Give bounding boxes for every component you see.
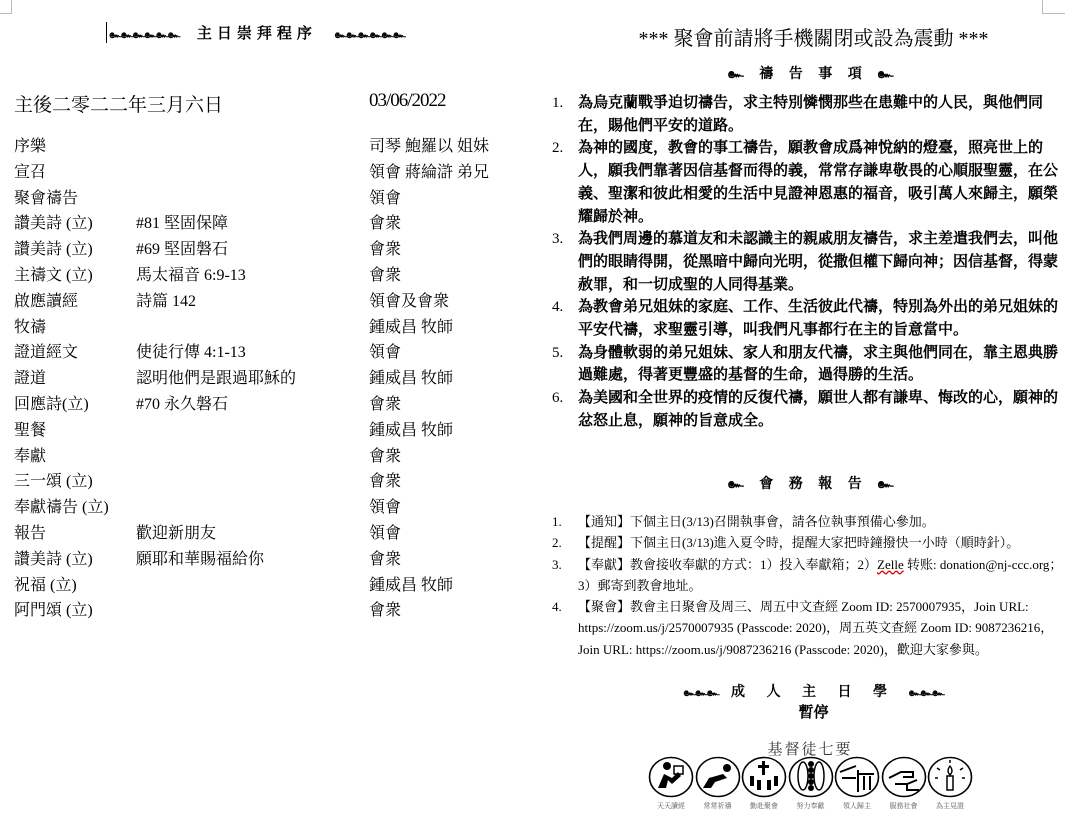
program-detail: 馬太福音 6:9-13 xyxy=(136,267,246,284)
seven-essential-item xyxy=(881,756,927,811)
program-leader: 會衆 xyxy=(369,473,402,491)
program-item: 報告 xyxy=(14,525,47,542)
prayer-text: 為神的國度，教會的事工禱告，願教會成爲神悅納的燈臺，照亮世上的人，願我們靠著因信基督而得的義，常常存謙卑敬畏的心順服聖靈，在公義、聖潔和彼此相愛的生活中見證神恩惠的福音，吸引萬人來歸主，願榮耀歸於神。 xyxy=(578,140,1059,225)
program-item: 祝福 (立) xyxy=(14,576,77,594)
prayer-item xyxy=(552,342,1067,387)
ornament: ๛ xyxy=(727,477,750,492)
seven-essential-label: 服務社會 xyxy=(889,802,918,810)
program-leader: 領會 蔣綸滸 弟兄 xyxy=(369,163,490,181)
sunday-school-heading xyxy=(540,681,1087,701)
announcement-number: 2. xyxy=(552,535,562,551)
program-leader: 會衆 xyxy=(369,447,402,465)
prayer-number: 2. xyxy=(552,140,564,157)
program-item: 奉獻禱告 (立) xyxy=(14,499,109,517)
candle-witness-icon xyxy=(927,756,973,798)
program-leader: 鍾威昌 牧師 xyxy=(369,318,454,336)
prayer-heading xyxy=(540,63,1087,85)
seven-essentials-title: 基督徒七要 xyxy=(767,740,853,758)
page-corner-mark xyxy=(0,0,12,14)
announcement-text: 转账: donation@nj-ccc.org；3）郵寄到教會地址。 xyxy=(578,556,1063,593)
program-item: 奉獻 xyxy=(14,447,47,465)
seven-essentials-icons xyxy=(648,756,972,816)
program-row xyxy=(14,133,534,159)
announcement-number: 3. xyxy=(552,556,562,572)
ornament: ๛๛๛๛๛๛ xyxy=(109,29,180,41)
prayer-list xyxy=(552,92,1067,433)
kneeling-prayer-icon xyxy=(695,756,741,798)
sunday-school-title: 成 人 主 日 學 xyxy=(731,685,896,700)
program-detail: 歡迎新朋友 xyxy=(136,525,217,542)
program-item: 牧禱 xyxy=(14,318,47,336)
program-row xyxy=(14,288,534,314)
program-leader: 會衆 xyxy=(369,396,402,413)
ornament: ๛ xyxy=(877,67,900,82)
program-item: 啟應讀經 xyxy=(14,292,79,310)
program-row xyxy=(14,185,534,211)
prayer-item xyxy=(552,387,1067,432)
announcement-text: 【提醒】下個主日(3/13)進入夏令時，提醒大家把時鐘撥快一小時（順時針）。 xyxy=(578,535,1020,551)
ornament: ๛ xyxy=(727,67,750,82)
prayer-item xyxy=(552,296,1067,341)
program-leader: 鍾威昌 牧師 xyxy=(369,421,454,439)
program-leader: 領會 xyxy=(369,525,402,542)
program-item: 讚美詩 (立) xyxy=(14,215,93,233)
prayer-number: 3. xyxy=(552,231,564,248)
program-item: 主禱文 (立) xyxy=(14,267,93,284)
program-row xyxy=(14,494,534,520)
announcement-item xyxy=(552,596,1067,660)
lead-to-lord-icon xyxy=(834,756,880,798)
program-row xyxy=(14,520,534,546)
program-item: 聖餐 xyxy=(14,421,47,439)
program-leader: 領會 xyxy=(369,499,402,517)
prayer-number: 4. xyxy=(552,299,564,316)
program-item: 證道經文 xyxy=(14,344,79,362)
ornament: ๛๛๛ xyxy=(683,687,719,699)
prayer-text: 為教會弟兄姐妹的家庭、工作、生活彼此代禱，特別為外出的弟兄姐妹的平安代禱，求聖靈引導，叫我們凡事都行在主的旨意當中。 xyxy=(578,299,1059,339)
program-item: 阿門頌 (立) xyxy=(14,602,93,620)
reading-bible-icon xyxy=(648,756,694,798)
program-item: 讚美詩 (立) xyxy=(14,550,93,568)
seven-essential-item xyxy=(695,756,741,811)
program-detail: #81 堅固保障 xyxy=(136,215,229,233)
program-item: 聚會禱告 xyxy=(14,189,79,207)
announcement-title: 會 務 報 告 xyxy=(759,477,868,492)
program-row xyxy=(14,468,534,494)
worship-order-heading xyxy=(106,22,405,43)
seven-essential-label: 為主見證 xyxy=(936,802,964,810)
serving-hands-icon xyxy=(881,756,927,798)
program-row xyxy=(14,417,534,443)
program-leader: 領會及會衆 xyxy=(369,292,450,310)
program-item: 回應詩(立) xyxy=(14,396,89,413)
prayer-text: 為烏克蘭戰爭迫切禱告，求主特別憐憫那些在患難中的人民，與他們同在，賜他們平安的道路。 xyxy=(578,95,1044,134)
seven-essential-item xyxy=(648,756,694,811)
program-leader: 鍾威昌 牧師 xyxy=(369,370,454,388)
announcement-heading xyxy=(540,473,1087,495)
program-leader: 會衆 xyxy=(369,550,402,568)
program-leader: 司琴 鮑羅以 姐妹 xyxy=(369,138,490,155)
program-item: 三一頌 (立) xyxy=(14,473,93,491)
seven-essential-item xyxy=(788,756,834,811)
ornament: ๛ xyxy=(877,477,900,492)
ornament: ๛๛๛๛๛๛ xyxy=(334,29,405,41)
program-row xyxy=(14,597,534,623)
program-row xyxy=(14,443,534,469)
seven-essential-item xyxy=(741,756,787,811)
announcement-text: 【聚會】教會主日聚會及周三、周五中文查經 Zoom ID: 2570007935，Join URL: https://zoom.us/j/2570007935 (Passcode: 2020)，周五英文查經 Zoom ID: 9087236216，Join URL: https://zoom.us/j/9087236216 (Passcode: 2020)，歡迎大家參與。 xyxy=(578,599,1054,657)
phone-notice: *** 聚會前請將手機關閉或設為震動 *** xyxy=(638,28,989,50)
program-row xyxy=(14,339,534,365)
seven-essential-label: 勤赴聚會 xyxy=(750,802,778,810)
announcement-item xyxy=(552,511,1067,532)
announcement-text: 【奉獻】教會接收奉獻的方式：1）投入奉獻箱；2） xyxy=(578,556,878,572)
program-leader: 領會 xyxy=(369,189,402,207)
announcement-item xyxy=(552,554,1067,597)
prayer-number: 5. xyxy=(552,344,564,361)
prayer-number: 1. xyxy=(552,95,564,111)
congregation-cross-icon xyxy=(741,756,787,798)
seven-essential-label: 努力奉獻 xyxy=(796,802,825,810)
seven-essential-item xyxy=(927,756,973,811)
sunday-school-status: 暫停 xyxy=(798,705,829,721)
fish-offering-icon xyxy=(788,756,834,798)
program-row xyxy=(14,159,534,185)
page-corner-mark xyxy=(1042,0,1065,14)
prayer-title: 禱 告 事 項 xyxy=(759,67,868,82)
worship-order-title: 主日崇拜程序 xyxy=(196,26,317,42)
prayer-text: 為美國和全世界的疫情的反復代禱，願世人都有謙卑、悔改的心，願神的忿怒止息，願神的旨意成全。 xyxy=(578,390,1059,429)
program-item: 證道 xyxy=(14,370,47,388)
program-item: 序樂 xyxy=(14,138,47,155)
program-row xyxy=(14,262,534,288)
program-detail: #69 堅固磐石 xyxy=(136,241,229,259)
program-row xyxy=(14,236,534,262)
program-leader: 會衆 xyxy=(369,215,402,233)
program-leader: 會衆 xyxy=(369,241,402,259)
prayer-text: 為身體軟弱的弟兄姐妹、家人和朋友代禱，求主與他們同在，靠主恩典勝過難處，得著更豐盛的基督的生命，過得勝的生活。 xyxy=(578,344,1059,384)
announcement-item xyxy=(552,532,1067,553)
program-leader: 會衆 xyxy=(369,602,402,620)
program-detail: 願耶和華賜福給你 xyxy=(136,550,265,568)
program-detail: 使徒行傳 4:1-13 xyxy=(136,344,246,362)
program-row xyxy=(14,314,534,340)
program-leader: 領會 xyxy=(369,344,402,362)
program-row xyxy=(14,391,534,417)
program-row xyxy=(14,365,534,391)
prayer-item xyxy=(552,228,1067,296)
seven-essential-label: 領人歸主 xyxy=(843,802,871,810)
program-row xyxy=(14,572,534,598)
program-row xyxy=(14,210,534,236)
announcement-number: 1. xyxy=(552,514,562,529)
ornament: ๛๛๛ xyxy=(908,687,944,699)
prayer-item xyxy=(552,92,1067,137)
seven-essential-label: 天天讀經 xyxy=(657,802,685,810)
program-detail: 認明他們是跟過耶穌的 xyxy=(136,370,297,388)
announcement-text: 【通知】下個主日(3/13)召開執事會，請各位執事預備心參加。 xyxy=(578,514,935,529)
program-leader: 鍾威昌 牧師 xyxy=(369,576,454,594)
prayer-item xyxy=(552,137,1067,228)
date: 03/06/2022 xyxy=(369,90,446,111)
program-row xyxy=(14,546,534,572)
program-leader: 會衆 xyxy=(369,267,402,284)
program-detail: #70 永久磐石 xyxy=(136,396,229,413)
seven-essential-label: 常常祈禱 xyxy=(703,802,732,810)
seven-essential-item xyxy=(834,756,880,811)
zelle-word: Zelle xyxy=(877,556,904,572)
program-item: 宣召 xyxy=(14,163,47,181)
announcement-list xyxy=(552,511,1067,660)
prayer-text: 為我們周邊的慕道友和未認識主的親戚朋友禱告，求主差遣我們去，叫他們的眼睛得開，從黑暗中歸向光明，從撒但權下歸向神；因信基督，得蒙赦罪，和一切成聖的人同得基業。 xyxy=(578,231,1059,293)
date-chinese: 主後二零二二年三月六日 xyxy=(14,95,224,116)
prayer-number: 6. xyxy=(552,390,564,407)
program-detail: 詩篇 142 xyxy=(136,292,197,310)
announcement-number: 4. xyxy=(552,599,562,615)
program-item: 讚美詩 (立) xyxy=(14,241,93,259)
